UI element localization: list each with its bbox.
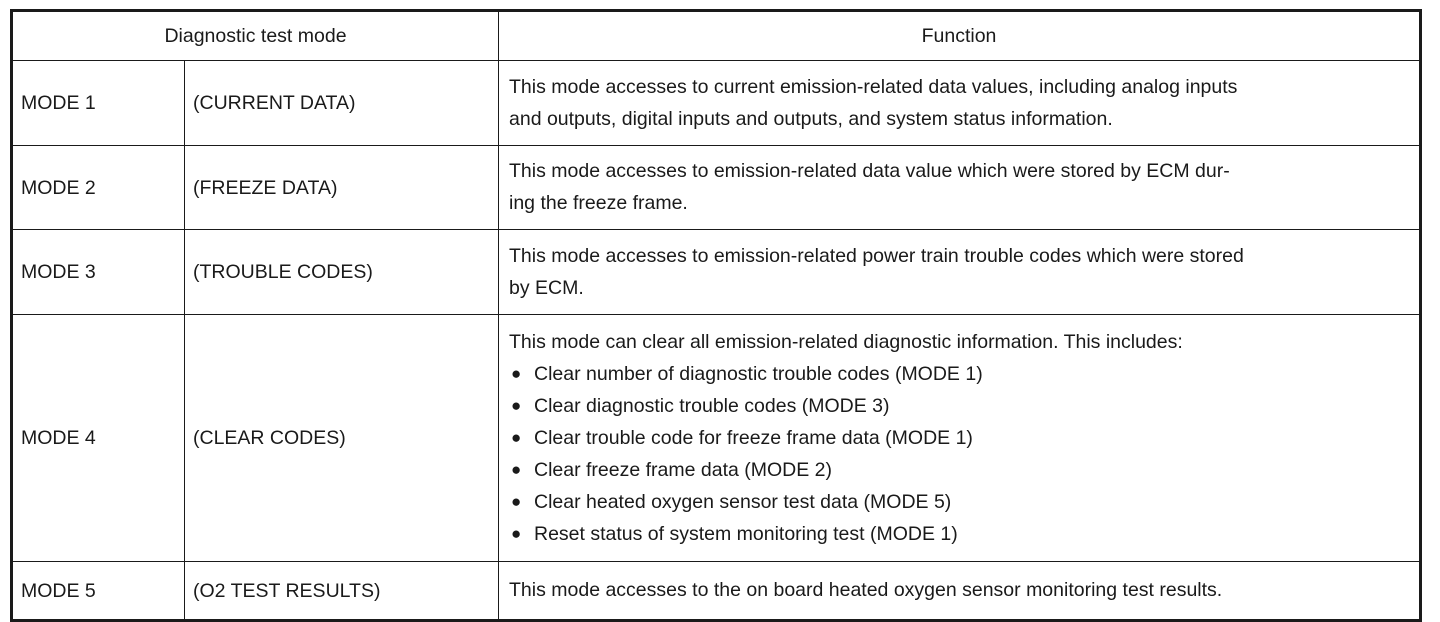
list-item-text: Clear freeze frame data (MODE 2) bbox=[534, 458, 833, 481]
function-line: This mode accesses to the on board heated oxygen sensor monitoring test results. bbox=[509, 579, 1223, 601]
bullet-icon: ● bbox=[511, 523, 522, 543]
function-line: and outputs, digital inputs and outputs, and system status information. bbox=[509, 107, 1113, 130]
header-diagnostic-test-mode: Diagnostic test mode bbox=[12, 11, 499, 61]
list-item bbox=[509, 358, 1411, 390]
bullet-icon: ● bbox=[511, 427, 522, 447]
list-item-text: Reset status of system monitoring test (MODE 1) bbox=[534, 522, 958, 545]
table-row bbox=[12, 230, 1421, 315]
mode-function bbox=[499, 562, 1421, 621]
function-line: ing the freeze frame. bbox=[509, 192, 688, 214]
bullet-icon: ● bbox=[511, 363, 522, 383]
function-line: by ECM. bbox=[509, 276, 584, 299]
header-function: Function bbox=[499, 11, 1421, 61]
mode-number: MODE 2 bbox=[12, 146, 185, 230]
table-row bbox=[12, 146, 1421, 230]
function-line: This mode accesses to emission-related power train trouble codes which were stored bbox=[509, 244, 1244, 267]
mode-number: MODE 4 bbox=[12, 315, 185, 562]
mode-name: (CURRENT DATA) bbox=[185, 61, 499, 146]
mode-name: (FREEZE DATA) bbox=[185, 146, 499, 230]
mode-function bbox=[499, 146, 1421, 230]
mode-number: MODE 5 bbox=[12, 562, 185, 621]
clear-items-list bbox=[509, 358, 1411, 550]
mode-name: (O2 TEST RESULTS) bbox=[185, 562, 499, 621]
list-item bbox=[509, 422, 1411, 454]
list-item bbox=[509, 486, 1411, 518]
mode-function bbox=[499, 61, 1421, 146]
function-intro: This mode can clear all emission-related diagnostic information. This includes: bbox=[509, 330, 1183, 353]
list-item bbox=[509, 454, 1411, 486]
list-item-text: Clear heated oxygen sensor test data (MODE 5) bbox=[534, 490, 952, 513]
bullet-icon: ● bbox=[511, 491, 522, 511]
list-item-text: Clear diagnostic trouble codes (MODE 3) bbox=[534, 394, 890, 417]
mode-function bbox=[499, 315, 1421, 562]
mode-name: (CLEAR CODES) bbox=[185, 315, 499, 562]
function-line: This mode accesses to emission-related data value which were stored by ECM dur- bbox=[509, 160, 1230, 182]
bullet-icon: ● bbox=[511, 459, 522, 479]
list-item-text: Clear number of diagnostic trouble codes (MODE 1) bbox=[534, 362, 983, 385]
function-line: This mode accesses to current emission-related data values, including analog inputs bbox=[509, 75, 1238, 98]
list-item bbox=[509, 390, 1411, 422]
diagnostic-mode-table bbox=[10, 9, 1422, 622]
table-row bbox=[12, 315, 1421, 562]
bullet-icon: ● bbox=[511, 395, 522, 415]
table-row bbox=[12, 61, 1421, 146]
mode-name: (TROUBLE CODES) bbox=[185, 230, 499, 315]
mode-number: MODE 3 bbox=[12, 230, 185, 315]
table-row bbox=[12, 562, 1421, 621]
list-item-text: Clear trouble code for freeze frame data (MODE 1) bbox=[534, 426, 973, 449]
mode-function bbox=[499, 230, 1421, 315]
mode-number: MODE 1 bbox=[12, 61, 185, 146]
list-item bbox=[509, 518, 1411, 550]
table-header-row bbox=[12, 11, 1421, 61]
